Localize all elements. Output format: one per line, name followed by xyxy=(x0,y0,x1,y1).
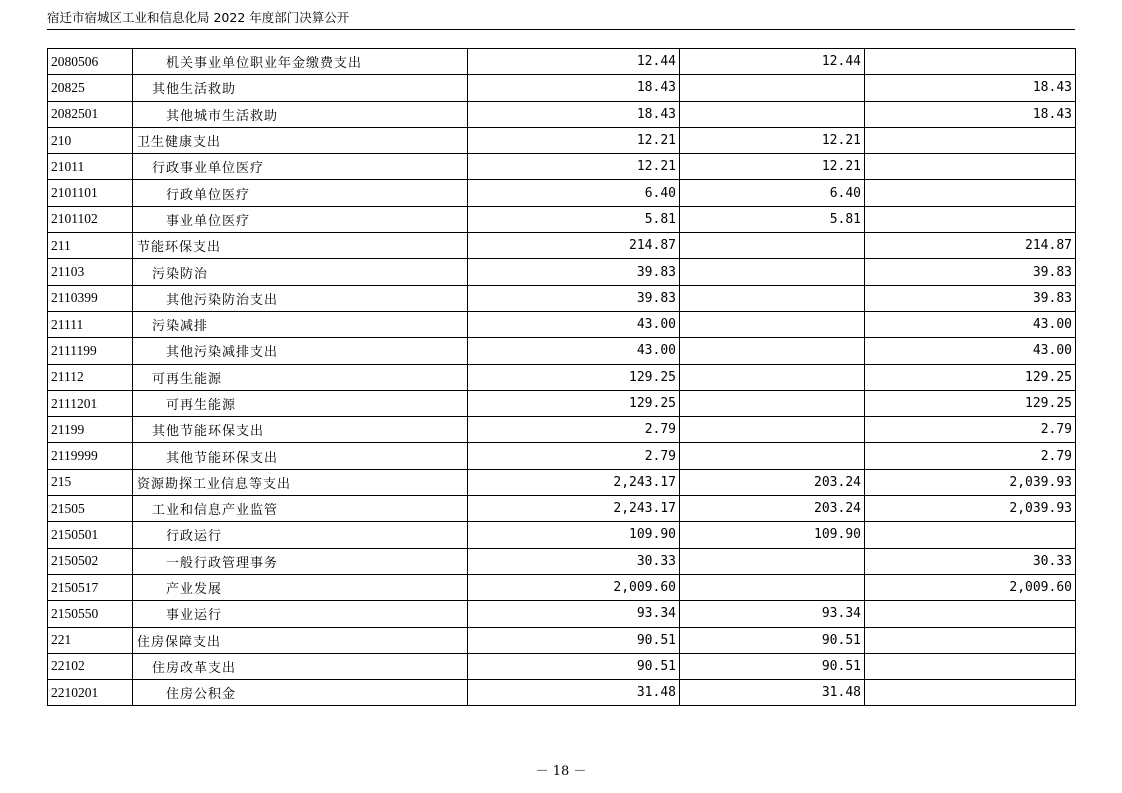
row-project: 39.83 xyxy=(865,259,1076,285)
row-total: 109.90 xyxy=(468,522,680,548)
row-project xyxy=(865,627,1076,653)
row-code: 2111199 xyxy=(48,338,133,364)
row-code: 2150502 xyxy=(48,548,133,574)
row-basic: 93.34 xyxy=(680,601,865,627)
row-total: 2,243.17 xyxy=(468,469,680,495)
row-basic xyxy=(680,285,865,311)
row-project xyxy=(865,601,1076,627)
row-total: 12.21 xyxy=(468,154,680,180)
row-code: 2150550 xyxy=(48,601,133,627)
row-total: 2,009.60 xyxy=(468,574,680,600)
row-code: 21505 xyxy=(48,496,133,522)
table-row xyxy=(48,548,1076,574)
row-name: 其他节能环保支出 xyxy=(133,443,468,469)
table-row xyxy=(48,154,1076,180)
row-total: 2.79 xyxy=(468,417,680,443)
table-row xyxy=(48,364,1076,390)
row-code: 21111 xyxy=(48,311,133,337)
row-total: 43.00 xyxy=(468,338,680,364)
row-basic xyxy=(680,233,865,259)
row-name: 事业运行 xyxy=(133,601,468,627)
row-basic xyxy=(680,574,865,600)
row-basic xyxy=(680,548,865,574)
row-basic: 90.51 xyxy=(680,653,865,679)
row-total: 12.21 xyxy=(468,127,680,153)
row-project: 2,039.93 xyxy=(865,469,1076,495)
row-total: 5.81 xyxy=(468,206,680,232)
row-project xyxy=(865,49,1076,75)
row-name: 住房改革支出 xyxy=(133,653,468,679)
row-total: 31.48 xyxy=(468,680,680,706)
row-total: 39.83 xyxy=(468,285,680,311)
row-total: 18.43 xyxy=(468,101,680,127)
row-name: 其他生活救助 xyxy=(133,75,468,101)
row-name: 资源勘探工业信息等支出 xyxy=(133,469,468,495)
row-project: 214.87 xyxy=(865,233,1076,259)
row-name: 其他污染减排支出 xyxy=(133,338,468,364)
row-name: 可再生能源 xyxy=(133,364,468,390)
row-total: 90.51 xyxy=(468,653,680,679)
row-code: 2119999 xyxy=(48,443,133,469)
row-total: 43.00 xyxy=(468,311,680,337)
header-divider xyxy=(47,29,1075,30)
row-name: 可再生能源 xyxy=(133,390,468,416)
row-basic xyxy=(680,311,865,337)
row-code: 2082501 xyxy=(48,101,133,127)
expenditure-table xyxy=(47,48,1076,706)
row-code: 2080506 xyxy=(48,49,133,75)
table-row xyxy=(48,49,1076,75)
table-row xyxy=(48,469,1076,495)
row-name: 行政运行 xyxy=(133,522,468,548)
table-row xyxy=(48,259,1076,285)
row-project xyxy=(865,154,1076,180)
row-code: 21011 xyxy=(48,154,133,180)
row-project: 2,009.60 xyxy=(865,574,1076,600)
table-row xyxy=(48,496,1076,522)
row-project: 39.83 xyxy=(865,285,1076,311)
row-name: 污染防治 xyxy=(133,259,468,285)
row-basic xyxy=(680,338,865,364)
table-row xyxy=(48,311,1076,337)
row-name: 卫生健康支出 xyxy=(133,127,468,153)
row-name: 其他节能环保支出 xyxy=(133,417,468,443)
row-project xyxy=(865,653,1076,679)
document-header: 宿迁市宿城区工业和信息化局 2022 年度部门决算公开 xyxy=(47,10,350,25)
row-basic: 12.44 xyxy=(680,49,865,75)
row-code: 2150517 xyxy=(48,574,133,600)
table-row xyxy=(48,180,1076,206)
row-basic: 203.24 xyxy=(680,469,865,495)
table-row xyxy=(48,574,1076,600)
row-project: 18.43 xyxy=(865,75,1076,101)
row-project: 129.25 xyxy=(865,390,1076,416)
row-basic: 203.24 xyxy=(680,496,865,522)
table-row xyxy=(48,680,1076,706)
row-basic: 31.48 xyxy=(680,680,865,706)
table-row xyxy=(48,338,1076,364)
row-project: 43.00 xyxy=(865,338,1076,364)
row-project xyxy=(865,180,1076,206)
row-code: 210 xyxy=(48,127,133,153)
row-code: 2150501 xyxy=(48,522,133,548)
row-code: 21103 xyxy=(48,259,133,285)
row-total: 90.51 xyxy=(468,627,680,653)
row-total: 12.44 xyxy=(468,49,680,75)
row-name: 工业和信息产业监管 xyxy=(133,496,468,522)
table-row xyxy=(48,443,1076,469)
table-body xyxy=(48,49,1076,706)
row-name: 行政事业单位医疗 xyxy=(133,154,468,180)
row-name: 住房保障支出 xyxy=(133,627,468,653)
row-total: 214.87 xyxy=(468,233,680,259)
row-basic xyxy=(680,101,865,127)
row-basic: 6.40 xyxy=(680,180,865,206)
row-total: 6.40 xyxy=(468,180,680,206)
row-project: 2.79 xyxy=(865,443,1076,469)
row-basic xyxy=(680,259,865,285)
row-project xyxy=(865,127,1076,153)
row-code: 221 xyxy=(48,627,133,653)
row-total: 2,243.17 xyxy=(468,496,680,522)
row-basic xyxy=(680,417,865,443)
row-total: 39.83 xyxy=(468,259,680,285)
row-basic xyxy=(680,75,865,101)
table-row xyxy=(48,627,1076,653)
row-project: 18.43 xyxy=(865,101,1076,127)
row-project: 30.33 xyxy=(865,548,1076,574)
row-project: 2,039.93 xyxy=(865,496,1076,522)
row-total: 129.25 xyxy=(468,390,680,416)
row-code: 22102 xyxy=(48,653,133,679)
row-code: 215 xyxy=(48,469,133,495)
row-name: 住房公积金 xyxy=(133,680,468,706)
row-total: 2.79 xyxy=(468,443,680,469)
row-basic: 12.21 xyxy=(680,127,865,153)
row-basic: 5.81 xyxy=(680,206,865,232)
table-row xyxy=(48,75,1076,101)
table-row xyxy=(48,101,1076,127)
row-name: 事业单位医疗 xyxy=(133,206,468,232)
table-row xyxy=(48,233,1076,259)
table-row xyxy=(48,127,1076,153)
row-name: 污染减排 xyxy=(133,311,468,337)
table-row xyxy=(48,285,1076,311)
row-name: 其他城市生活救助 xyxy=(133,101,468,127)
row-basic: 90.51 xyxy=(680,627,865,653)
row-basic xyxy=(680,443,865,469)
row-code: 2101101 xyxy=(48,180,133,206)
row-project xyxy=(865,522,1076,548)
table-row xyxy=(48,601,1076,627)
row-project: 43.00 xyxy=(865,311,1076,337)
row-basic: 12.21 xyxy=(680,154,865,180)
row-total: 129.25 xyxy=(468,364,680,390)
row-basic xyxy=(680,364,865,390)
row-name: 一般行政管理事务 xyxy=(133,548,468,574)
row-code: 211 xyxy=(48,233,133,259)
table-row xyxy=(48,390,1076,416)
row-project xyxy=(865,680,1076,706)
table-row xyxy=(48,206,1076,232)
row-name: 机关事业单位职业年金缴费支出 xyxy=(133,49,468,75)
row-code: 20825 xyxy=(48,75,133,101)
page-number: － 18 － xyxy=(535,764,587,779)
row-basic xyxy=(680,390,865,416)
row-project: 129.25 xyxy=(865,364,1076,390)
row-name: 行政单位医疗 xyxy=(133,180,468,206)
row-project: 2.79 xyxy=(865,417,1076,443)
row-basic: 109.90 xyxy=(680,522,865,548)
row-code: 2101102 xyxy=(48,206,133,232)
row-code: 21199 xyxy=(48,417,133,443)
row-name: 其他污染防治支出 xyxy=(133,285,468,311)
row-code: 2110399 xyxy=(48,285,133,311)
table-row xyxy=(48,522,1076,548)
row-code: 2111201 xyxy=(48,390,133,416)
row-total: 93.34 xyxy=(468,601,680,627)
row-total: 18.43 xyxy=(468,75,680,101)
row-code: 21112 xyxy=(48,364,133,390)
row-total: 30.33 xyxy=(468,548,680,574)
row-name: 产业发展 xyxy=(133,574,468,600)
table-row xyxy=(48,653,1076,679)
row-project xyxy=(865,206,1076,232)
row-name: 节能环保支出 xyxy=(133,233,468,259)
row-code: 2210201 xyxy=(48,680,133,706)
table-row xyxy=(48,417,1076,443)
